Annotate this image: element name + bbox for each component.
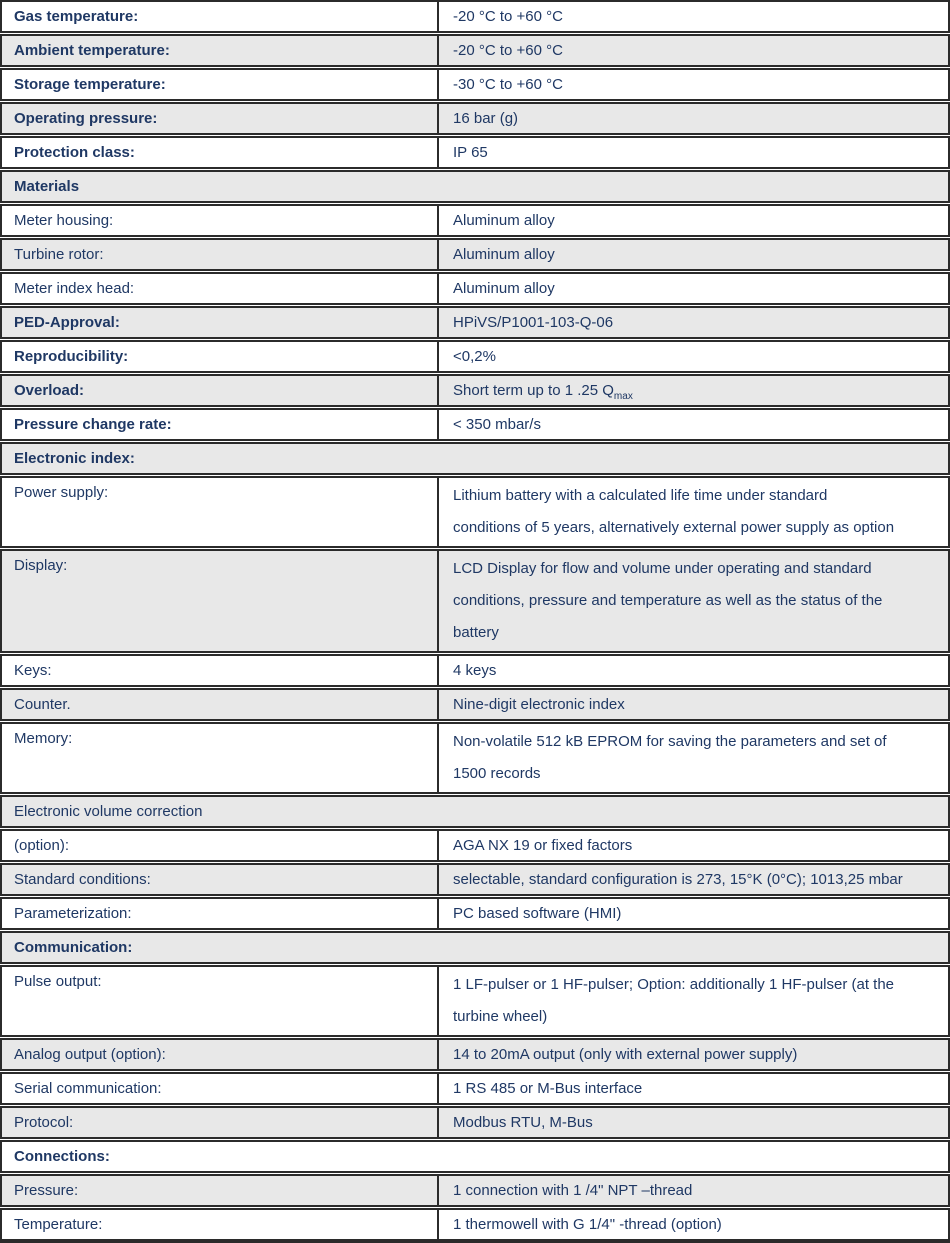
- spec-label: Memory:: [14, 730, 73, 747]
- spec-label: Serial communication:: [14, 1080, 162, 1097]
- spec-row: [0, 1038, 950, 1071]
- spec-value-line: conditions of 5 years, alternatively external power supply as option: [453, 519, 895, 536]
- spec-row: [0, 1106, 950, 1139]
- spec-value-text: Modbus RTU, M-Bus: [453, 1114, 593, 1131]
- spec-label: Keys:: [14, 662, 52, 679]
- spec-value: [437, 240, 948, 269]
- spec-row: [0, 965, 950, 1037]
- spec-value-line: 1500 records: [453, 765, 541, 782]
- spec-value-text: AGA NX 19 or fixed factors: [453, 837, 633, 854]
- spec-value-text: Nine-digit electronic index: [453, 696, 625, 713]
- section-header-label: Electronic index:: [14, 450, 135, 467]
- spec-label: Temperature:: [14, 1216, 103, 1233]
- spec-row: [0, 272, 950, 305]
- spec-label: Reproducibility:: [14, 348, 129, 365]
- spec-row: [0, 722, 950, 794]
- spec-value-text: Aluminum alloy: [453, 212, 555, 229]
- spec-value: [437, 308, 948, 337]
- spec-value-line: LCD Display for flow and volume under operating and standard: [453, 560, 872, 577]
- spec-value-text: -20 °C to +60 °C: [453, 8, 563, 25]
- section-row: [0, 442, 950, 475]
- section-header-label: Connections:: [14, 1148, 110, 1165]
- section-row: [0, 170, 950, 203]
- spec-row: [0, 1174, 950, 1207]
- spec-label: Ambient temperature:: [14, 42, 170, 59]
- spec-value: [437, 656, 948, 685]
- spec-value: [437, 899, 948, 928]
- spec-row: [0, 374, 950, 407]
- spec-value-text: 4 keys: [453, 662, 497, 679]
- spec-value-text: 14 to 20mA output (only with external power supply): [453, 1046, 798, 1063]
- spec-row: [0, 829, 950, 862]
- section-header-label: Communication:: [14, 939, 133, 956]
- spec-value: [437, 138, 948, 167]
- spec-value-text: < 350 mbar/s: [453, 416, 541, 433]
- spec-value: [437, 1074, 948, 1103]
- spec-label: Pulse output:: [14, 973, 102, 990]
- spec-value-text: HPiVS/P1001-103-Q-06: [453, 314, 614, 331]
- section-row: [0, 931, 950, 964]
- spec-value: [437, 478, 948, 546]
- spec-value-line: Non-volatile 512 kB EPROM for saving the parameters and set of: [453, 733, 887, 750]
- spec-value: [437, 724, 948, 792]
- spec-value-text: Short term up to 1 .25 Q: [453, 382, 614, 399]
- spec-value-text: IP 65: [453, 144, 488, 161]
- spec-label: Protocol:: [14, 1114, 74, 1131]
- spec-label: Storage temperature:: [14, 76, 166, 93]
- spec-value: [437, 70, 948, 99]
- spec-row: [0, 102, 950, 135]
- spec-value: [437, 376, 948, 405]
- spec-row: [0, 476, 950, 548]
- spec-label: Counter.: [14, 696, 71, 713]
- section-header-label: Electronic volume correction: [14, 803, 203, 820]
- spec-value-subscript: max: [613, 391, 633, 402]
- spec-label: Overload:: [14, 382, 85, 399]
- spec-value: [437, 865, 948, 894]
- spec-label: Meter housing:: [14, 212, 114, 229]
- spec-row: [0, 654, 950, 687]
- section-header-label: Materials: [14, 178, 80, 195]
- spec-value-line: turbine wheel): [453, 1008, 548, 1025]
- spec-row: [0, 688, 950, 721]
- spec-label: Meter index head:: [14, 280, 135, 297]
- spec-label: Pressure change rate:: [14, 416, 172, 433]
- spec-value: [437, 831, 948, 860]
- spec-value: [437, 410, 948, 439]
- spec-value-line: conditions, pressure and temperature as well as the status of the: [453, 592, 883, 609]
- spec-label: PED-Approval:: [14, 314, 120, 331]
- spec-value: [437, 1210, 948, 1239]
- spec-row: [0, 897, 950, 930]
- spec-row: [0, 68, 950, 101]
- spec-value-text: -20 °C to +60 °C: [453, 42, 563, 59]
- spec-value-text: Aluminum alloy: [453, 246, 555, 263]
- spec-row: [0, 863, 950, 896]
- spec-label: Analog output (option):: [14, 1046, 166, 1063]
- spec-value: [437, 274, 948, 303]
- spec-row: [0, 408, 950, 441]
- section-row: [0, 1140, 950, 1173]
- spec-row: [0, 0, 950, 33]
- spec-label: Protection class:: [14, 144, 135, 161]
- spec-label: Gas temperature:: [14, 8, 139, 25]
- spec-value: [437, 342, 948, 371]
- spec-value-text: -30 °C to +60 °C: [453, 76, 563, 93]
- spec-value-text: Aluminum alloy: [453, 280, 555, 297]
- spec-value-line: battery: [453, 624, 499, 641]
- spec-row: [0, 1072, 950, 1105]
- spec-value-line: Lithium battery with a calculated life time under standard: [453, 487, 828, 504]
- spec-value: [437, 1108, 948, 1137]
- spec-label: Turbine rotor:: [14, 246, 104, 263]
- spec-row: [0, 340, 950, 373]
- spec-value: [437, 551, 948, 651]
- spec-value-text: 16 bar (g): [453, 110, 519, 127]
- spec-value-text: 1 thermowell with G 1/4" -thread (option): [453, 1216, 722, 1233]
- spec-label: Parameterization:: [14, 905, 132, 922]
- spec-row: [0, 306, 950, 339]
- spec-row: [0, 136, 950, 169]
- spec-label: (option):: [14, 837, 70, 854]
- spec-row: [0, 238, 950, 271]
- spec-value-text: PC based software (HMI): [453, 905, 622, 922]
- spec-value: [437, 104, 948, 133]
- spec-value-text: selectable, standard configuration is 273, 15°K (0°C); 1013,25 mbar: [453, 871, 903, 888]
- spec-value: [437, 206, 948, 235]
- spec-value: [437, 1040, 948, 1069]
- section-row: [0, 795, 950, 828]
- spec-value: [437, 36, 948, 65]
- spec-label: Standard conditions:: [14, 871, 151, 888]
- spec-value-text: <0,2%: [453, 348, 496, 365]
- spec-label: Pressure:: [14, 1182, 79, 1199]
- spec-value-text: 1 connection with 1 /4" NPT –thread: [453, 1182, 693, 1199]
- spec-value: [437, 690, 948, 719]
- spec-label: Operating pressure:: [14, 110, 158, 127]
- spec-row: [0, 549, 950, 653]
- spec-value: [437, 967, 948, 1035]
- spec-value-text: 1 RS 485 or M-Bus interface: [453, 1080, 643, 1097]
- spec-row: [0, 34, 950, 67]
- spec-row: [0, 204, 950, 237]
- spec-value: [437, 2, 948, 31]
- spec-value-line: 1 LF-pulser or 1 HF-pulser; Option: additionally 1 HF-pulser (at the: [453, 976, 895, 993]
- spec-value: [437, 1176, 948, 1205]
- spec-label: Display:: [14, 557, 68, 574]
- spec-label: Power supply:: [14, 484, 109, 501]
